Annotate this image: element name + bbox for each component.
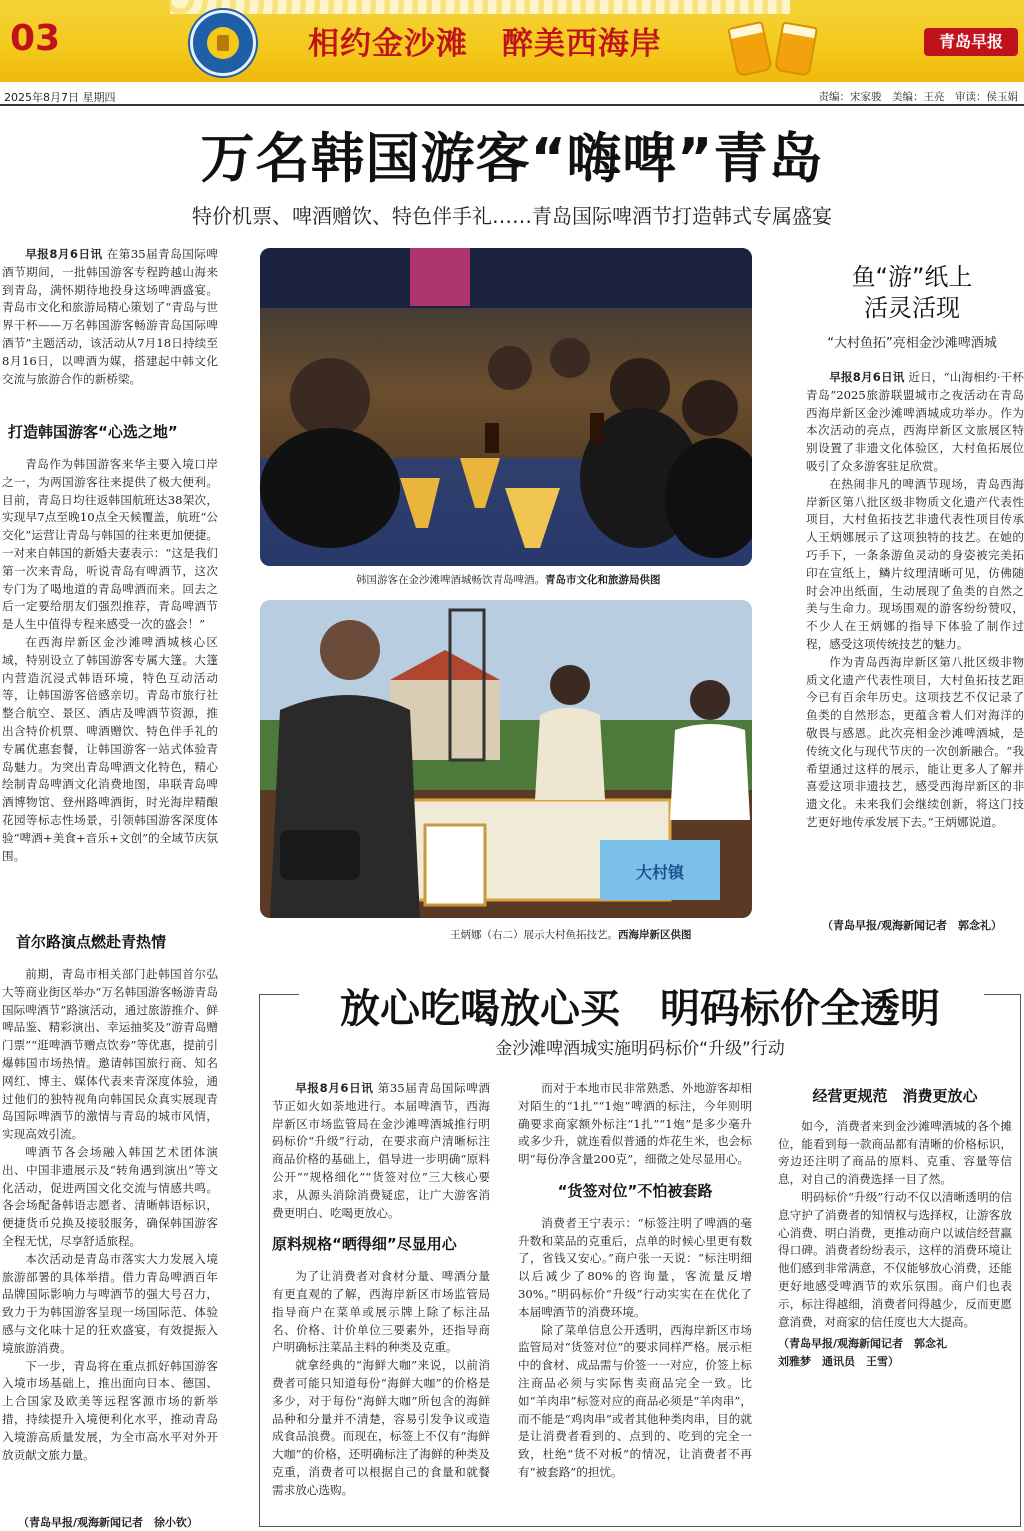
header-rule (0, 104, 1024, 106)
left-section-1 (2, 456, 218, 865)
beer-mugs-icon (728, 8, 824, 80)
side-lead-text: 近日，“山海相约·干杯青岛”2025旅游联盟城市之夜活动在青岛西海岸新区金沙滩啤酒城成功举办。作为本次活动的亮点，西海岸新区文旅展区特别设置了非遗文化体验区，大村鱼拓展位吸引了众多游客驻足欣赏。 (806, 370, 1024, 473)
paragraph: 下一步，青岛将在重点抓好韩国游客入境市场基础上，推出面向日本、德国、上合国家及欧美等远程客源市场的新举措，持续提升入境便利化水平，推动青岛入境游高质量发展，为全市高水平对外开放贡献文旅力量。 (2, 1358, 218, 1462)
paragraph: 而对于本地市民非常熟悉、外地游客却相对陌生的“1扎”“1炮”啤酒的标注，今年则明确要求商家额外标注“1扎”“1炮”是多少毫升或多少升，就连看似普通的炸花生米，也会标明“每份净含量200克”，细微之处尽显用心。 (518, 1081, 752, 1167)
caption-source: 西海岸新区供图 (618, 929, 692, 941)
price-heading-3: 经营更规范 消费更放心 (812, 1087, 978, 1105)
side-credit: （青岛早报/观海新闻记者 郭念礼） (822, 919, 1003, 932)
photo-beer-toast-image (260, 248, 752, 566)
main-headline: 万名韩国游客“嗨啤”青岛 (200, 127, 824, 190)
lead-tag: 早报8月6日讯 (25, 247, 103, 261)
section-heading-2: 首尔路演点燃赴青热情 (16, 933, 167, 951)
price-credit-1: （青岛早报/观海新闻记者 郭念礼 (778, 1337, 948, 1351)
price-col-1 (272, 1080, 490, 1500)
paragraph: 如今，消费者来到金沙滩啤酒城的各个摊位，能看到每一款商品都有清晰的价格标识，旁边还注明了商品的原料、克重、容量等信息，对自己的消费选择一目了然。 (778, 1118, 1012, 1187)
side-lead-tag: 早报8月6日讯 (829, 370, 905, 384)
emblem-center (207, 27, 239, 59)
masthead-banner (0, 0, 1024, 82)
paragraph: 前期，青岛市相关部门赴韩国首尔弘大等商业街区举办“万名韩国游客畅游青岛国际啤酒节”路演活动，通过旅游推介、鲜啤品鉴、精彩演出、幸运抽奖及“游青岛赠门票”“逛啤酒节赠点饮券”等优惠，提前引爆韩国市场热情。邀请韩国旅行商、知名网红、博主、媒体代表来青深度体验，通过他们的独特视角向韩国民众真实展现青岛国际啤酒节的激情与青岛的城市风情，实现高效引流。 (2, 967, 218, 1142)
issue-date: 2025年8月7日 星期四 (4, 91, 116, 104)
editors-line: 责编：宋家骏 美编：王亮 审读：侯玉娟 (818, 91, 1018, 103)
paragraph: 在热闹非凡的啤酒节现场，青岛西海岸新区第八批区级非物质文化遗产代表性项目，大村鱼拓技艺非遗代表性项目传承人王炳娜展示了这项独特的技艺。在她的巧手下，一条条游鱼灵动的身姿被完美拓印在宣纸上，鳞片纹理清晰可见，仿佛随时会冲出纸面，生动展现了鱼类的自然之美与生命力。现场围观的游客纷纷赞叹，不少人在王炳娜的指导下体验了制作过程，感受这项传统技艺的魅力。 (806, 476, 1024, 651)
left-article (2, 246, 218, 388)
newspaper-logo: 青岛早报 (924, 28, 1018, 56)
side-title-line1: 鱼“游”纸上 (851, 263, 973, 291)
caption-text: 王炳娜（右二）展示大村鱼拓技艺。 (450, 929, 618, 941)
paragraph: 在西海岸新区金沙滩啤酒城核心区域，特别设立了韩国游客专属大篷。大篷内营造沉浸式韩语环境，特色互动活动等，让韩国游客倍感亲切。青岛市旅行社整合航空、景区、酒店及啤酒节资源，推出含特价机票、啤酒赠饮、特色伴手礼的专属优惠套餐，让韩国游客一站式体验青岛魅力。为突出青岛啤酒文化特色，精心绘制青岛啤酒文化消费地图，串联青岛啤酒博物馆、登州路啤酒街，时光海岸精酿花园等标志性场景，引领韩国游客深度体验“啤酒+美食+音乐+文创”的全域节庆氛围。 (2, 634, 218, 863)
price-article-subtitle: 金沙滩啤酒城实施明码标价“升级”行动 (495, 1039, 785, 1059)
price-lead-text: 第35届青岛国际啤酒节正如火如荼地进行。本届啤酒节，西海岸新区市场监管局在金沙滩啤酒城推行明码标价“升级”行动，在要求商户清晰标注商品价格的基础上，倡导进一步明确“原料公开”“规格细化”“货签对位”三大核心要求，从源头消除消费疑虑，让广大游客消费更明白、吃喝更放心。 (272, 1081, 490, 1220)
paragraph: 啤酒节各会场融入韩国艺术团体演出、中国非遗展示及“转角遇到演出”等文化活动，促进两国文化交流与情感共鸣。各会场配备韩语志愿者、清晰韩语标识，便捷货币兑换及接驳服务，确保韩国游客全程无忧，尽享舒适旅程。 (2, 1144, 218, 1248)
festival-emblem-icon (190, 10, 256, 76)
beer-foam-decoration (170, 0, 790, 14)
slogan-right: 醉美西海岸 (502, 26, 662, 62)
price-heading-1: 原料规格“晒得细”尽显用心 (272, 1235, 457, 1254)
paragraph: 为了让消费者对食材分量、啤酒分量有更直观的了解，西海岸新区市场监管局指导商户在菜单或展示牌上除了标注品名、价格、计价单位三要素外，还指导商户明确标注菜品主料的种类及克重。 (272, 1269, 490, 1355)
emblem-beer-glyph (217, 35, 229, 51)
slogan-left: 相约金沙滩 (308, 26, 468, 62)
price-article-title: 放心吃喝放心买 明码标价全透明 (340, 986, 940, 1032)
page-number: 03 (10, 18, 61, 59)
paragraph: 明码标价“升级”行动不仅以清晰透明的信息守护了消费者的知情权与选择权，让游客放心消费、明白消费，更推动商户以诚信经营赢得口碑。消费者纷纷表示，这样的消费环境让他们感到非常满意，不仅能够放心消费，还能更好地感受啤酒节的欢乐氛围。商户们也表示，标注得越细，消费者问得越少，反而更愿意消费，对商家的信任度也大大提高。 (778, 1189, 1012, 1329)
photo-beer-toast (260, 248, 752, 566)
photo-fish-rubbing (260, 600, 752, 918)
mug-right (774, 21, 818, 76)
price-col-3 (778, 1080, 1012, 1371)
paragraph: 除了菜单信息公开透明，西海岸新区市场监管局对“货签对位”的要求同样严格。展示柜中的食材、成品需与价签一一对应，价签上标注商品必须与实际售卖商品完全一致。比如“羊肉串”标签对应的商品必须是“羊肉串”，而不能是“鸡肉串”或者其他种类肉串，目的就是让消费者看到的、点到的、吃到的完全一致，杜绝“货不对板”的情况，让消费者不再有“被套路”的担忧。 (518, 1322, 752, 1479)
caption-text: 韩国游客在金沙滩啤酒城畅饮青岛啤酒。 (356, 574, 545, 586)
left-credit: （青岛早报/观海新闻记者 徐小钦） (18, 1516, 199, 1529)
photo1-caption (356, 572, 661, 587)
paragraph: 作为青岛西海岸新区第八批区级非物质文化遗产代表性项目，大村鱼拓技艺距今已有百余年历史。这项技艺不仅记录了鱼类的自然形态，更蕴含着人们对海洋的敬畏与感恩。此次亮相金沙滩啤酒城，是传统文化与现代节庆的一次创新融合。“我希望通过这样的展示，能让更多人了解并喜爱这项非遗技艺，感受西海岸新区的非遗文化。未来我们会继续创新，将这门技艺更好地传承发展下去。”王炳娜说道。 (806, 654, 1024, 829)
caption-source: 青岛市文化和旅游局供图 (545, 574, 661, 586)
price-credit-2: 刘雅梦 通讯员 王雪） (778, 1355, 899, 1369)
photo-fish-rubbing-image (260, 600, 752, 918)
left-section-2 (2, 966, 218, 1464)
sign-dacun: 大村镇 (635, 863, 685, 882)
side-article-body (806, 369, 1024, 832)
side-article-subtitle: “大村鱼拓”亮相金沙滩啤酒城 (827, 336, 997, 351)
main-subheadline: 特价机票、啤酒赠饮、特色伴手礼……青岛国际啤酒节打造韩式专属盛宴 (192, 204, 832, 228)
paragraph: 就拿经典的“海鲜大咖”来说，以前消费者可能只知道每份“海鲜大咖”的价格是多少，对于每份“海鲜大咖”所包含的海鲜品种和分量并不清楚，容易引发争议或造成食品浪费。而现在，标签上不仅有“海鲜大咖”的价格，还明确标注了海鲜的种类及克重，消费者可以根据自己的食量和就餐需求放心选购。 (272, 1358, 490, 1497)
price-col-2 (518, 1080, 752, 1482)
price-lead-tag: 早报8月6日讯 (295, 1081, 374, 1095)
photo2-caption (450, 927, 692, 942)
lead-text: 在第35届青岛国际啤酒节期间，一批韩国游客专程跨越山海来到青岛，满怀期待地投身这场啤酒盛宴。青岛市文化和旅游局精心策划了“青岛与世界干杯——万名韩国游客畅游青岛国际啤酒节”主题活动，该活动从7月18日持续至8月16日，以啤酒为媒，搭建起中韩文化交流与旅游合作的新桥梁。 (2, 247, 218, 386)
side-title-line2: 活灵活现 (864, 294, 960, 322)
paragraph: 青岛作为韩国游客来华主要入境口岸之一，为两国游客往来提供了极大便利。目前，青岛日均往返韩国航班达38架次，实现早7点至晚10点全天候覆盖，航班“公交化”运营让青岛与韩国的往来更加便捷。一对来自韩国的新婚夫妻表示：“这是我们第一次来青岛，听说青岛有啤酒节，这次专门为了喝地道的青岛啤酒而来。回去之后一定要给朋友们强烈推荐，青岛啤酒节是人生中值得专程来感受一次的盛会！” (2, 457, 218, 632)
section-heading-1: 打造韩国游客“心选之地” (8, 423, 178, 441)
mug-left (727, 21, 773, 77)
paragraph: 本次活动是青岛市落实大力发展入境旅游部署的具体举措。借力青岛啤酒百年品牌国际影响力与啤酒节的强大号召力，致力于为韩国游客呈现一场国际范、体验感与文化味十足的狂欢盛宴，有效提振入境旅游消费。 (2, 1251, 218, 1355)
side-article-title (800, 262, 1024, 324)
paragraph: 消费者王宁表示：“标签注明了啤酒的毫升数和菜品的克重后，点单的时候心里更有数了，省钱又安心。”商户张一天说：“标注明细以后减少了80%的咨询量，客流量反增30%。”明码标价“升级”行动实实在在优化了本届啤酒节的消费环境。 (518, 1215, 752, 1319)
price-heading-2: “货签对位”不怕被套路 (557, 1181, 713, 1200)
